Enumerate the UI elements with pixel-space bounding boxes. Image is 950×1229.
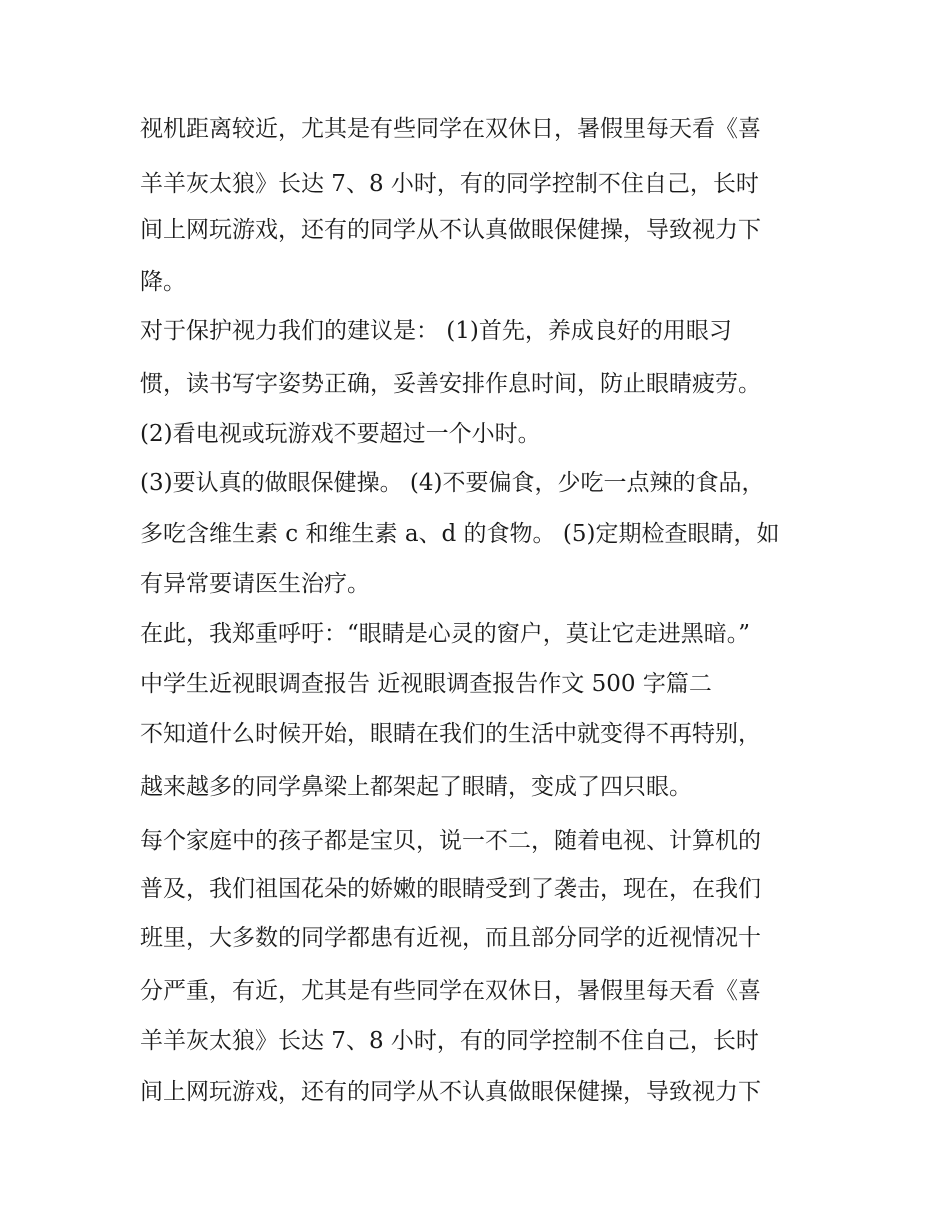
text-line: 多吃含维生素 c 和维生素 a、d 的食物。 (5)定期检查眼睛，如 xyxy=(140,521,780,547)
text-line: 班里，大多数的同学都患有近视，而且部分同学的近视情况十 xyxy=(140,925,761,951)
section-heading: 中学生近视眼调查报告 近视眼调查报告作文 500 字篇二 xyxy=(140,671,712,697)
text-line: 降。 xyxy=(140,269,186,295)
text-line: 视机距离较近，尤其是有些同学在双休日，暑假里每天看《喜 xyxy=(140,116,761,142)
text-line: 每个家庭中的孩子都是宝贝，说一不二，随着电视、计算机的 xyxy=(140,828,761,854)
text-line: 越来越多的同学鼻梁上都架起了眼睛，变成了四只眼。 xyxy=(140,774,692,800)
text-line: (2)看电视或玩游戏不要超过一个小时。 xyxy=(140,421,541,447)
text-line: 在此，我郑重呼吁：“眼睛是心灵的窗户，莫让它走进黑暗。” xyxy=(140,621,751,647)
text-line: 有异常要请医生治疗。 xyxy=(140,571,370,597)
text-line: 羊羊灰太狼》长达 7、8 小时，有的同学控制不住自己，长时 xyxy=(140,171,759,197)
text-line: 间上网玩游戏，还有的同学从不认真做眼保健操，导致视力下 xyxy=(140,217,761,243)
text-line: 不知道什么时候开始，眼睛在我们的生活中就变得不再特别， xyxy=(140,721,761,747)
text-line: 分严重，有近，尤其是有些同学在双休日，暑假里每天看《喜 xyxy=(140,978,761,1004)
text-line: 对于保护视力我们的建议是： (1)首先，养成良好的用眼习 xyxy=(140,318,732,344)
text-line: 间上网玩游戏，还有的同学从不认真做眼保健操，导致视力下 xyxy=(140,1079,761,1105)
text-line: 普及，我们祖国花朵的娇嫩的眼睛受到了袭击，现在，在我们 xyxy=(140,876,761,902)
text-line: 羊羊灰太狼》长达 7、8 小时，有的同学控制不住自己，长时 xyxy=(140,1028,759,1054)
text-line: 惯，读书写字姿势正确，妥善安排作息时间，防止眼睛疲劳。 xyxy=(140,371,761,397)
text-line: (3)要认真的做眼保健操。 (4)不要偏食，少吃一点辣的食品， xyxy=(140,470,765,496)
